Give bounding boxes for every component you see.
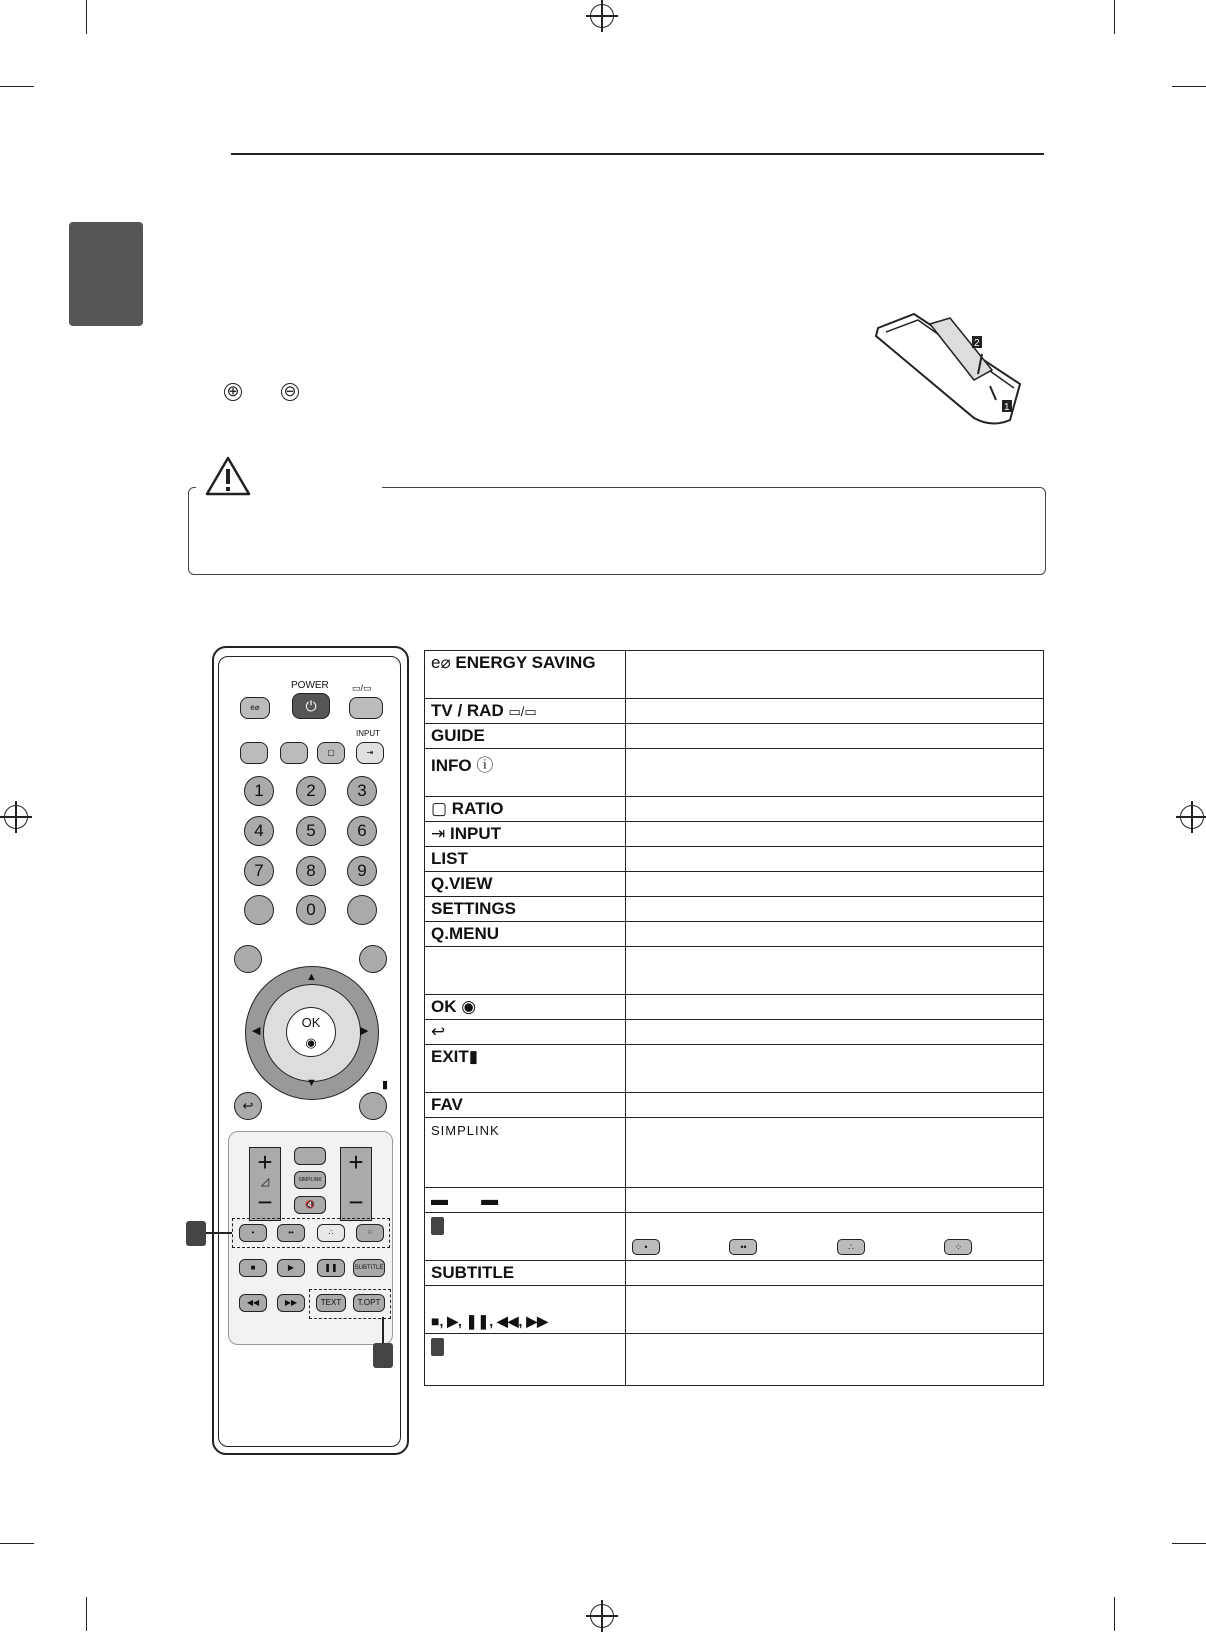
table-row xyxy=(425,1261,1044,1286)
key-cell xyxy=(425,1213,626,1261)
volume-rocker[interactable]: + ◿ − xyxy=(249,1147,281,1221)
exit-icon: ▮ xyxy=(468,1047,479,1066)
stop-button[interactable]: ■ xyxy=(239,1259,267,1277)
yellow-button-icon: ∴ xyxy=(837,1239,865,1255)
input-button[interactable]: ⇥ xyxy=(356,742,384,764)
down-arrow-icon[interactable]: ▼ xyxy=(306,1077,317,1089)
text-button[interactable]: TEXT xyxy=(316,1294,346,1312)
red-button[interactable]: • xyxy=(239,1224,267,1242)
key-label: FAV xyxy=(431,1095,463,1114)
left-arrow-icon[interactable]: ◀ xyxy=(252,1025,261,1037)
description-cell xyxy=(626,947,1044,995)
number-button[interactable]: 3 xyxy=(347,776,377,806)
crop-mark xyxy=(1114,1597,1115,1631)
description-cell xyxy=(626,651,1044,699)
energy-saving-button[interactable]: e⌀ xyxy=(240,697,270,719)
table-row xyxy=(425,897,1044,922)
table-row xyxy=(425,797,1044,822)
crop-mark xyxy=(0,1543,34,1544)
description-cell xyxy=(626,1213,1044,1261)
key-label: INFO xyxy=(431,756,472,775)
key-label: LIST xyxy=(431,849,468,868)
key-cell xyxy=(425,699,626,724)
key-label: GUIDE xyxy=(431,726,485,745)
tv-rad-button[interactable] xyxy=(349,697,383,719)
description-cell xyxy=(626,749,1044,797)
number-button[interactable]: 8 xyxy=(296,856,326,886)
key-label: SETTINGS xyxy=(431,899,517,918)
number-button[interactable]: 4 xyxy=(244,816,274,846)
key-cell xyxy=(425,897,626,922)
page-left-icon: ▬ xyxy=(431,1190,448,1209)
list-button[interactable] xyxy=(244,895,274,925)
table-row xyxy=(425,1334,1044,1386)
step-1-marker: 1 xyxy=(1004,402,1010,413)
back-button[interactable]: ↩ xyxy=(234,1092,262,1120)
power-label: POWER xyxy=(291,680,329,691)
registration-mark-icon xyxy=(590,4,614,28)
guide-button[interactable] xyxy=(240,742,268,764)
table-row xyxy=(425,1045,1044,1093)
simplink-logo-icon: SIMPLINK xyxy=(431,1123,500,1138)
ratio-icon: ▢ xyxy=(431,799,448,818)
ok-dot-icon: ◉ xyxy=(461,997,477,1016)
table-row xyxy=(425,1020,1044,1045)
remote-battery-illustration xyxy=(874,308,1024,433)
registration-mark-icon xyxy=(4,805,28,829)
description-cell xyxy=(626,1020,1044,1045)
callout-square-icon xyxy=(431,1338,444,1356)
table-row xyxy=(425,872,1044,897)
key-cell xyxy=(425,1045,626,1093)
fast-forward-button[interactable]: ▶▶ xyxy=(277,1294,305,1312)
key-label: ENERGY SAVING xyxy=(455,653,596,672)
description-cell xyxy=(626,699,1044,724)
description-cell xyxy=(626,1188,1044,1213)
description-cell xyxy=(626,797,1044,822)
key-label: TV / RAD xyxy=(431,701,504,720)
up-arrow-icon[interactable]: ▲ xyxy=(306,971,317,983)
key-label: INPUT xyxy=(449,824,501,843)
qview-button[interactable] xyxy=(347,895,377,925)
description-cell xyxy=(626,1045,1044,1093)
description-cell xyxy=(626,897,1044,922)
green-button[interactable]: •• xyxy=(277,1224,305,1242)
yellow-button[interactable]: ∴ xyxy=(317,1224,345,1242)
description-cell xyxy=(626,1334,1044,1386)
key-cell xyxy=(425,1118,626,1188)
table-row xyxy=(425,724,1044,749)
power-button[interactable]: ⏻ xyxy=(292,693,330,719)
fav-button[interactable] xyxy=(294,1147,326,1165)
step-2-marker: 2 xyxy=(974,338,980,349)
input-label: INPUT xyxy=(356,729,380,738)
callout-marker xyxy=(186,1221,206,1246)
green-button-icon: •• xyxy=(729,1239,757,1255)
key-cell xyxy=(425,1020,626,1045)
subtitle-button[interactable]: SUBTITLE xyxy=(353,1259,385,1277)
table-row xyxy=(425,1188,1044,1213)
table-row xyxy=(425,651,1044,699)
header-rule xyxy=(231,153,1044,155)
ok-label: OK xyxy=(301,1015,321,1030)
key-label: Q.MENU xyxy=(431,924,499,943)
description-cell xyxy=(626,724,1044,749)
energy-saving-icon: e⌀ xyxy=(431,653,456,672)
rewind-button[interactable]: ◀◀ xyxy=(239,1294,267,1312)
registration-mark-icon xyxy=(1180,805,1204,829)
exit-button[interactable] xyxy=(359,1092,387,1120)
key-cell xyxy=(425,872,626,897)
table-row xyxy=(425,947,1044,995)
settings-button[interactable] xyxy=(234,945,262,973)
plus-polarity-icon: ⊕ xyxy=(224,383,242,401)
table-row xyxy=(425,995,1044,1020)
pause-button[interactable]: ❚❚ xyxy=(317,1259,345,1277)
blue-button-icon: ⁘ xyxy=(944,1239,972,1255)
crop-mark xyxy=(0,86,34,87)
playback-icons: ■, ▶, ❚❚, ◀◀, ▶▶ xyxy=(431,1313,548,1329)
play-button[interactable]: ▶ xyxy=(277,1259,305,1277)
description-cell xyxy=(626,822,1044,847)
key-cell xyxy=(425,995,626,1020)
tv-rad-label: ▭/▭ xyxy=(352,683,372,693)
page-right-icon: ▬ xyxy=(481,1190,499,1209)
description-cell xyxy=(626,872,1044,897)
key-cell xyxy=(425,847,626,872)
mute-button[interactable]: 🔇 xyxy=(294,1196,326,1214)
number-button[interactable]: 2 xyxy=(296,776,326,806)
description-cell xyxy=(626,847,1044,872)
table-row xyxy=(425,749,1044,797)
channel-rocker[interactable]: + − xyxy=(340,1147,372,1221)
crop-mark xyxy=(86,1597,87,1631)
key-label: RATIO xyxy=(451,799,504,818)
right-arrow-icon[interactable]: ▶ xyxy=(360,1025,369,1037)
minus-polarity-icon: ⊖ xyxy=(281,383,299,401)
table-row xyxy=(425,1093,1044,1118)
crop-mark xyxy=(1172,1543,1206,1544)
number-button[interactable]: 6 xyxy=(347,816,377,846)
number-button[interactable]: 9 xyxy=(347,856,377,886)
key-cell xyxy=(425,1261,626,1286)
button-function-table xyxy=(424,650,1044,1386)
key-label: SUBTITLE xyxy=(431,1263,515,1282)
blue-button[interactable]: ⁘ xyxy=(356,1224,384,1242)
warning-triangle-icon xyxy=(204,455,252,497)
key-cell xyxy=(425,822,626,847)
crop-mark xyxy=(86,0,87,34)
description-cell xyxy=(626,1118,1044,1188)
chapter-tab xyxy=(69,222,143,326)
key-cell xyxy=(425,1188,626,1213)
callout-square-icon xyxy=(431,1217,444,1235)
back-icon: ↩ xyxy=(431,1022,446,1041)
table-row xyxy=(425,1213,1044,1261)
callout-leader xyxy=(206,1232,232,1234)
ok-dot-icon: ◉ xyxy=(305,1035,317,1050)
tv-radio-icon: ▭/▭ xyxy=(508,704,537,719)
callout-leader xyxy=(382,1317,384,1343)
ok-button[interactable] xyxy=(286,1007,336,1057)
number-button[interactable]: 1 xyxy=(244,776,274,806)
table-row xyxy=(425,1286,1044,1334)
key-cell xyxy=(425,1334,626,1386)
description-cell xyxy=(626,995,1044,1020)
key-cell xyxy=(425,749,626,797)
number-button[interactable]: 0 xyxy=(296,895,326,925)
table-row xyxy=(425,1118,1044,1188)
key-cell xyxy=(425,1286,626,1334)
key-cell xyxy=(425,1093,626,1118)
table-row xyxy=(425,922,1044,947)
key-cell xyxy=(425,651,626,699)
description-cell xyxy=(626,1261,1044,1286)
exit-icon: ▮ xyxy=(382,1079,389,1091)
table-row xyxy=(425,822,1044,847)
key-label: OK xyxy=(431,997,457,1016)
key-label: Q.VIEW xyxy=(431,874,493,893)
key-cell xyxy=(425,724,626,749)
qmenu-button[interactable] xyxy=(359,945,387,973)
simplink-button[interactable]: SIMPLINK xyxy=(294,1171,326,1189)
table-row xyxy=(425,699,1044,724)
key-cell xyxy=(425,947,626,995)
number-button[interactable]: 5 xyxy=(296,816,326,846)
table-row xyxy=(425,847,1044,872)
description-cell xyxy=(626,1286,1044,1334)
key-label: EXIT xyxy=(431,1047,469,1066)
info-button[interactable] xyxy=(280,742,308,764)
red-button-icon: • xyxy=(632,1239,660,1255)
crop-mark xyxy=(1114,0,1115,34)
key-cell xyxy=(425,797,626,822)
key-cell xyxy=(425,922,626,947)
description-cell xyxy=(626,922,1044,947)
number-button[interactable]: 7 xyxy=(244,856,274,886)
topt-button[interactable]: T.OPT xyxy=(353,1294,385,1312)
input-icon: ⇥ xyxy=(431,824,446,843)
crop-mark xyxy=(1172,86,1206,87)
ratio-button[interactable]: ▢ xyxy=(317,742,345,764)
description-cell xyxy=(626,1093,1044,1118)
callout-marker xyxy=(373,1343,393,1368)
info-icon: ⓘ xyxy=(476,756,494,775)
registration-mark-icon xyxy=(590,1604,614,1628)
caution-box xyxy=(188,487,1046,575)
